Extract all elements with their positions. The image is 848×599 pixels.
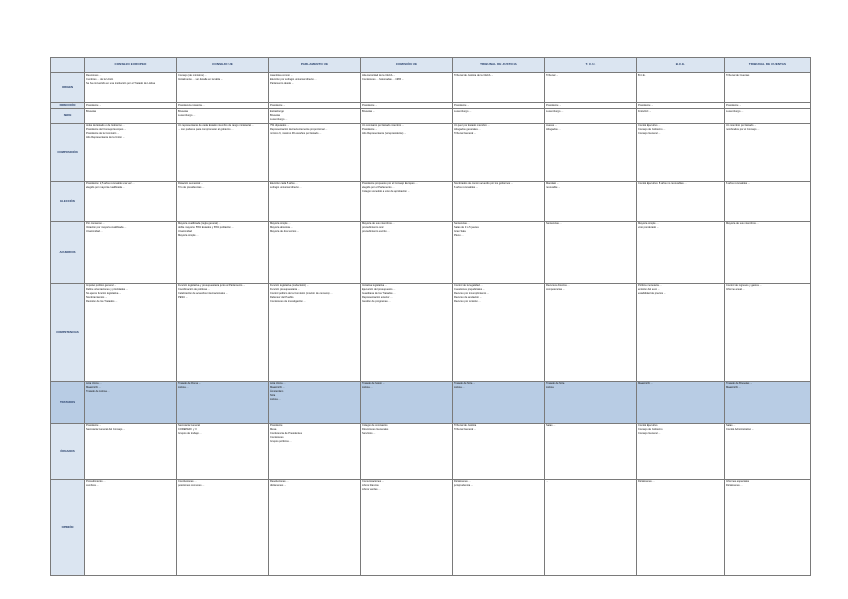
row-label: COMPOSICIÓN — [51, 123, 85, 181]
cell-line: Mandato ... — [546, 182, 559, 186]
table-cell — [177, 423, 269, 479]
cell-line: Tribunal de Justicia de la CECA ... — [454, 73, 494, 77]
cell-line: Parlamento desde ... — [270, 81, 294, 85]
table-cell — [269, 381, 361, 423]
cell-line: Revisión de los Tratados ... — [86, 300, 118, 304]
cell-line: Mayoría simple ... — [638, 222, 659, 226]
table-cell — [177, 381, 269, 423]
cell-line: Tratado de Bruselas ... — [726, 382, 753, 386]
cell-line: Servicios ... — [362, 432, 376, 436]
cell-line: Consejo de Gobierno — [638, 428, 663, 432]
cell-line: elegido por mayoría cualificada ... — [86, 186, 125, 190]
cell-line: Abogados ... — [546, 128, 561, 132]
cell-line: Impulso político general ... — [86, 284, 117, 288]
table-cell — [361, 423, 453, 479]
cell-line: Consejo (de ministros) ... — [178, 73, 207, 77]
cell-line: Presidente — [270, 424, 283, 428]
cell-line: Presidente ... — [86, 103, 102, 107]
cell-line: posiciones comunes ... — [178, 484, 205, 488]
table-row — [51, 73, 811, 103]
cell-line: Inicialmente ... ver detalle en la tabla ... — [178, 77, 223, 81]
table-cell — [453, 479, 545, 575]
cell-line: Comisiones ... fusionadas ... 1965 ... — [362, 77, 404, 81]
cell-line: Bruselas ... — [362, 109, 375, 113]
table-cell — [637, 181, 725, 221]
cell-line: Tratado de Roma ... — [178, 382, 201, 386]
table-row — [51, 423, 811, 479]
table-cell — [85, 73, 177, 103]
cell-line: Presidente del Consejo Europeo ... — [86, 128, 127, 132]
table-cell — [545, 73, 637, 103]
cell-line: Jefes de Estado o de Gobierno ... — [86, 124, 125, 128]
table-cell — [545, 283, 637, 381]
cell-line: Presidente ... — [726, 103, 742, 107]
row-label: DIRECCIÓN — [51, 103, 85, 109]
cell-line: Consejo General ... — [638, 432, 661, 436]
table-cell — [637, 109, 725, 123]
cell-line: Bruselas — [178, 109, 189, 113]
cell-line: dictámenes ... — [270, 484, 287, 488]
table-row — [51, 381, 811, 423]
cell-line: Jueces ... — [546, 124, 558, 128]
cell-line: Trío de presidencias ... — [178, 186, 205, 190]
cell-line: PESC ... — [178, 296, 188, 300]
cell-line: Ejecución del presupuesto ... — [362, 288, 396, 292]
cell-line: Abogados generales ... — [454, 128, 481, 132]
cell-line: Recursos directos ... — [546, 284, 570, 288]
table-cell — [361, 109, 453, 123]
row-label: ACUERDOS — [51, 221, 85, 283]
cell-line: Recurso por omisión ... — [454, 300, 481, 304]
cell-line: Niza — [270, 394, 276, 398]
table-cell — [637, 381, 725, 423]
cell-line: Comité Ejecutivo ... — [638, 124, 661, 128]
cell-line: Pleno ... — [454, 234, 464, 238]
cell-line: Gestión de programas ... — [362, 300, 391, 304]
cell-line: Gran Sala — [454, 230, 466, 234]
cell-line: Un representante de cada Estado miembro de rango ministerial ... — [178, 124, 254, 128]
cell-line: Mayoría de dos tercios ... — [270, 230, 300, 234]
table-cell — [545, 181, 637, 221]
col-header-parlamento: PARLAMENTO UE — [269, 58, 361, 73]
table-row — [51, 109, 811, 123]
table-cell — [177, 73, 269, 103]
cell-line: Maastricht ... — [270, 386, 285, 390]
table-body — [51, 73, 811, 576]
cell-line: Comité Ejecutivo: 8 años no renovables ... — [638, 182, 687, 186]
cell-line: Dictámenes ... — [726, 484, 743, 488]
cell-line: No ejerce función legislativa ... — [86, 292, 122, 296]
cell-line: Un comisario por Estado miembro ... — [362, 124, 405, 128]
table-cell — [361, 123, 453, 181]
cell-line: Rotación semestral ... — [178, 182, 204, 186]
table-cell — [637, 221, 725, 283]
cell-line: Lisboa ... — [270, 398, 281, 402]
cell-line: Presidente ... — [362, 128, 378, 132]
cell-line: Por consenso ... — [86, 222, 105, 226]
cell-line: Acta Única ... — [270, 382, 286, 386]
table-cell — [269, 109, 361, 123]
table-cell — [177, 181, 269, 221]
table-cell — [545, 123, 637, 181]
table-cell — [453, 381, 545, 423]
cell-line: Resoluciones ... — [270, 480, 289, 484]
cell-line: Mayoría simple ... — [178, 234, 199, 238]
cell-line: Reuniones ... — [86, 73, 102, 77]
table-cell — [177, 123, 269, 181]
cell-line: Comisiones de investigación ... — [270, 300, 306, 304]
cell-line: Luxemburgo ... — [178, 113, 196, 117]
table-cell — [725, 283, 811, 381]
cell-line: Salas ... — [546, 424, 556, 428]
cell-line: ... — [546, 480, 549, 484]
table-row — [51, 283, 811, 381]
cell-line: Cumbres ... de la Unión — [86, 77, 114, 81]
cell-line: Salas de 3 o 5 jueces — [454, 226, 479, 230]
cell-line: Salas ... — [726, 424, 736, 428]
cell-line: Luxemburgo ... — [726, 109, 744, 113]
cell-line: B.C.E. — [638, 73, 646, 77]
cell-line: Estrasburgo — [270, 109, 284, 113]
table-cell — [269, 423, 361, 479]
cell-line: cumbres ... — [86, 484, 99, 488]
cell-line: Comité Ejecutivo — [638, 424, 658, 428]
cell-line: Tratado de Lisboa ... — [86, 390, 110, 394]
cell-line: Mayoría simple ... — [270, 222, 291, 226]
table-cell — [637, 283, 725, 381]
cell-line: Grupos de trabajo ... — [178, 432, 202, 436]
header-row — [51, 58, 811, 73]
cell-line: Función presupuestaria ... — [270, 288, 300, 292]
table-row — [51, 221, 811, 283]
cell-line: Asamblea común ... — [270, 73, 293, 77]
row-label: OPINIÓN — [51, 479, 85, 575]
cell-line: Dictámenes ... — [454, 480, 471, 484]
cell-line: Mayoría de sus miembros ... — [726, 222, 759, 226]
table-cell — [361, 181, 453, 221]
table-cell — [177, 479, 269, 575]
cell-line: Maastricht ... — [726, 386, 741, 390]
table-cell — [453, 283, 545, 381]
cell-line: mínimo 6, máximo 96 escaños por Estado ... — [270, 132, 322, 136]
cell-line: procedimiento oral — [362, 226, 384, 230]
cell-line: Comunicaciones ... — [362, 480, 385, 484]
table-cell — [85, 479, 177, 575]
cell-line: Celebración de acuerdos internacionales ... — [178, 292, 228, 296]
cell-line: Informes especiales — [726, 480, 750, 484]
cell-line: Elección cada 5 años ... — [270, 182, 298, 186]
cell-line: Luxemburgo ... — [546, 109, 564, 113]
cell-line: Recurso por incumplimiento ... — [454, 292, 490, 296]
table-cell — [725, 479, 811, 575]
cell-line: Grupos políticos ... — [270, 440, 292, 444]
table-cell — [361, 479, 453, 575]
cell-line: Libros blancos — [362, 484, 379, 488]
cell-line: Tratado de Niza — [546, 382, 565, 386]
cell-line: Consejo General ... — [638, 132, 661, 136]
col-header-bce: B.C.E. — [637, 58, 725, 73]
table-cell — [453, 181, 545, 221]
table-cell — [637, 423, 725, 479]
row-label: SEDE — [51, 109, 85, 123]
cell-line: 751 diputados ... — [270, 124, 290, 128]
col-header-tribunal-cuentas: TRIBUNAL DE CUENTAS — [725, 58, 811, 73]
cell-line: Maastricht ... — [86, 386, 101, 390]
table-cell — [269, 479, 361, 575]
cell-line: Comisiones — [270, 436, 284, 440]
cell-line: Presidente: 2,5 años renovable una vez ... — [86, 182, 135, 186]
cell-line: Mesa — [270, 428, 277, 432]
cell-line: doble mayoría: 55% Estados y 65% población ... — [178, 226, 234, 230]
table-cell — [361, 221, 453, 283]
corner-cell — [51, 58, 85, 73]
cell-line: 6 años renovables ... — [454, 186, 479, 190]
cell-line: Lisboa ... — [362, 386, 373, 390]
cell-line: Representación decrecientemente proporcional ... — [270, 128, 328, 132]
table-cell — [269, 73, 361, 103]
table-cell — [269, 181, 361, 221]
cell-line: procedimiento escrito ... — [362, 230, 390, 234]
table-cell — [725, 221, 811, 283]
cell-line: Colegio de comisarios — [362, 424, 388, 428]
row-label: TRATADOS — [51, 381, 85, 423]
cell-line: Control de ingresos y gastos ... — [726, 284, 762, 288]
table-cell — [453, 109, 545, 123]
table-cell — [85, 221, 177, 283]
cell-line: voto ponderado ... — [638, 226, 659, 230]
cell-line: Votación por mayoría cualificada ... — [86, 226, 127, 230]
cell-line: Consejo de Gobierno ... — [638, 128, 666, 132]
cell-line: Unanimidad — [178, 230, 192, 234]
cell-line: Presidente de la Comisión ... — [86, 132, 120, 136]
cell-line: Sentencias ... — [454, 222, 470, 226]
cell-line: Nombramientos ... — [86, 296, 108, 300]
cell-line: Conclusiones ... — [178, 480, 197, 484]
cell-line: nombrados por el Consejo ... — [726, 128, 760, 132]
cell-line: Secretaría General — [178, 424, 200, 428]
cell-line: Nombrados de común acuerdo por los gobiernos ... — [454, 182, 514, 186]
cell-line: Tribunal General ... — [454, 428, 477, 432]
table-cell — [453, 73, 545, 103]
table-cell — [453, 221, 545, 283]
cell-line: 6 años renovables ... — [726, 182, 751, 186]
cell-line: Tribunal General ... — [454, 132, 477, 136]
summary-table — [50, 57, 811, 576]
table-cell — [269, 221, 361, 283]
cell-line: Alto Representante (vicepresidente) ... — [362, 132, 407, 136]
cell-line: Tratado de fusión ... — [362, 382, 385, 386]
cell-line: Ámsterdam — [270, 390, 284, 394]
cell-line: Bruselas — [270, 113, 281, 117]
cell-line: Unanimidad ... — [86, 230, 103, 234]
cell-line: Procedimiento ... — [86, 480, 106, 484]
cell-line: Presidente ... — [546, 103, 562, 107]
cell-line: Política monetaria ... — [638, 284, 662, 288]
table-cell — [85, 283, 177, 381]
table-cell — [545, 221, 637, 283]
cell-line: Maastricht ... — [638, 382, 653, 386]
cell-line: Sentencias ... — [546, 222, 562, 226]
cell-line: Presidente ... — [638, 103, 654, 107]
table-cell — [85, 109, 177, 123]
cell-line: Iniciativa legislativa ... — [362, 284, 388, 288]
table-cell — [637, 123, 725, 181]
cell-line: Tribunal ... — [546, 73, 559, 77]
table-cell — [361, 283, 453, 381]
cell-line: Tribunal de Cuentas — [726, 73, 750, 77]
cell-line: jurisprudencia ... — [454, 484, 474, 488]
table-cell — [361, 381, 453, 423]
table-cell — [545, 423, 637, 479]
cell-line: Presidente ... — [270, 103, 286, 107]
table-cell — [545, 479, 637, 575]
table-cell — [453, 423, 545, 479]
cell-line: Representación exterior ... — [362, 296, 393, 300]
table-cell — [85, 181, 177, 221]
cell-line: Conferencia de Presidentes — [270, 432, 303, 436]
cell-line: Direcciones Generales — [362, 428, 389, 432]
col-header-tcu: T. C.U. — [545, 58, 637, 73]
cell-line: Mayoría de sus miembros ... — [362, 222, 395, 226]
table-cell — [177, 109, 269, 123]
cell-line: Comité Administrativo ... — [726, 428, 754, 432]
cell-line: Presidente ... — [362, 103, 378, 107]
cell-line: Función legislativa y presupuestaria junto al Parlamento ... — [178, 284, 246, 288]
cell-line: renovable ... — [546, 186, 561, 190]
table-cell — [361, 73, 453, 103]
cell-line: Lisboa — [546, 386, 554, 390]
cell-line: Acta Única ... — [86, 382, 102, 386]
col-header-consejo-ue: CONSEJO UE — [177, 58, 269, 73]
row-label: ELECCIÓN — [51, 181, 85, 221]
col-header-comision: COMISIÓN UE — [361, 58, 453, 73]
cell-line: Recurso de anulación ... — [454, 296, 482, 300]
table-cell — [453, 123, 545, 181]
cell-line: Mayoría absoluta ... — [270, 226, 293, 230]
cell-line: Presidente ... — [454, 103, 470, 107]
cell-line: Alto Representante de la Unión ... — [86, 136, 125, 140]
cell-line: Secretaría General del Consejo ... — [86, 428, 126, 432]
cell-line: Coordinación de políticas ... — [178, 288, 211, 292]
table-cell — [545, 109, 637, 123]
cell-line: Presidente propuesto por el Consejo Europeo ... — [362, 182, 418, 186]
table-cell — [545, 381, 637, 423]
table-cell — [725, 109, 811, 123]
cell-line: COREPER I y II — [178, 428, 197, 432]
cell-line: Presidencia rotatoria ... — [178, 103, 205, 107]
cell-line: emisión del euro ... — [638, 288, 660, 292]
table-cell — [177, 221, 269, 283]
cell-line: Bruselas — [86, 109, 97, 113]
cell-line: competencias ... — [546, 288, 565, 292]
cell-line: Elección por sufragio universal directo ... — [270, 77, 317, 81]
cell-line: Luxemburgo ... — [454, 109, 472, 113]
table-cell — [725, 73, 811, 103]
cell-line: Cuestiones prejudiciales ... — [454, 288, 485, 292]
cell-line: Guardiana de los Tratados ... — [362, 292, 396, 296]
cell-line: Mayoría cualificada (regla general) ... — [178, 222, 221, 226]
table-cell — [269, 283, 361, 381]
cell-line: Colegio sometido a voto de aprobación ... — [362, 190, 410, 194]
cell-line: Dictámenes ... — [638, 480, 655, 484]
cell-line: elegido por el Parlamento ... — [362, 186, 395, 190]
table-cell — [85, 123, 177, 181]
cell-line: Lisboa ... — [178, 386, 189, 390]
table-cell — [85, 381, 177, 423]
cell-line: Un miembro por Estado ... — [726, 124, 757, 128]
table-row — [51, 123, 811, 181]
cell-line: estabilidad de precios ... — [638, 292, 666, 296]
table-cell — [269, 123, 361, 181]
cell-line: Fráncfort ... — [638, 109, 652, 113]
cell-line: Presidente ... — [86, 424, 102, 428]
table-cell — [725, 123, 811, 181]
col-header-consejo-europeo: CONSEJO EUROPEO — [85, 58, 177, 73]
cell-line: Tratado de Niza ... — [454, 382, 476, 386]
cell-line: Función legislativa (codecisión) ... — [270, 284, 309, 288]
table-cell — [637, 479, 725, 575]
cell-line: Alta Autoridad de la CECA ... — [362, 73, 396, 77]
cell-line: Tribunal de Justicia — [454, 424, 477, 428]
table-cell — [637, 73, 725, 103]
cell-line: Informe anual ... — [726, 288, 745, 292]
row-label: COMPETENCIAS — [51, 283, 85, 381]
cell-line: Luxemburgo ... — [270, 117, 288, 121]
cell-line: Se ha convertido en una institución por el Tratado de Lisboa — [86, 81, 156, 85]
table-cell — [725, 381, 811, 423]
table-row — [51, 479, 811, 575]
row-label: ORIGEN — [51, 73, 85, 103]
row-label: ÓRGANOS — [51, 423, 85, 479]
cell-line: Libros verdes ... — [362, 488, 381, 492]
cell-line: Control político de la Comisión (moción de censura) ... — [270, 292, 333, 296]
cell-line: Un juez por Estado miembro ... — [454, 124, 490, 128]
table-cell — [85, 423, 177, 479]
col-header-tribunal-justicia: TRIBUNAL DE JUSTICIA — [453, 58, 545, 73]
cell-line: Control de la legalidad ... — [454, 284, 483, 288]
cell-line: Lisboa ... — [454, 386, 465, 390]
table-cell — [725, 181, 811, 221]
table-cell — [177, 283, 269, 381]
cell-line: ... con poderes para comprometer al gobierno ... — [178, 128, 234, 132]
table-row — [51, 181, 811, 221]
cell-line: Defensor del Pueblo — [270, 296, 294, 300]
cell-line: Define orientaciones y prioridades ... — [86, 288, 129, 292]
table-cell — [725, 423, 811, 479]
cell-line: sufragio universal directo ... — [270, 186, 302, 190]
